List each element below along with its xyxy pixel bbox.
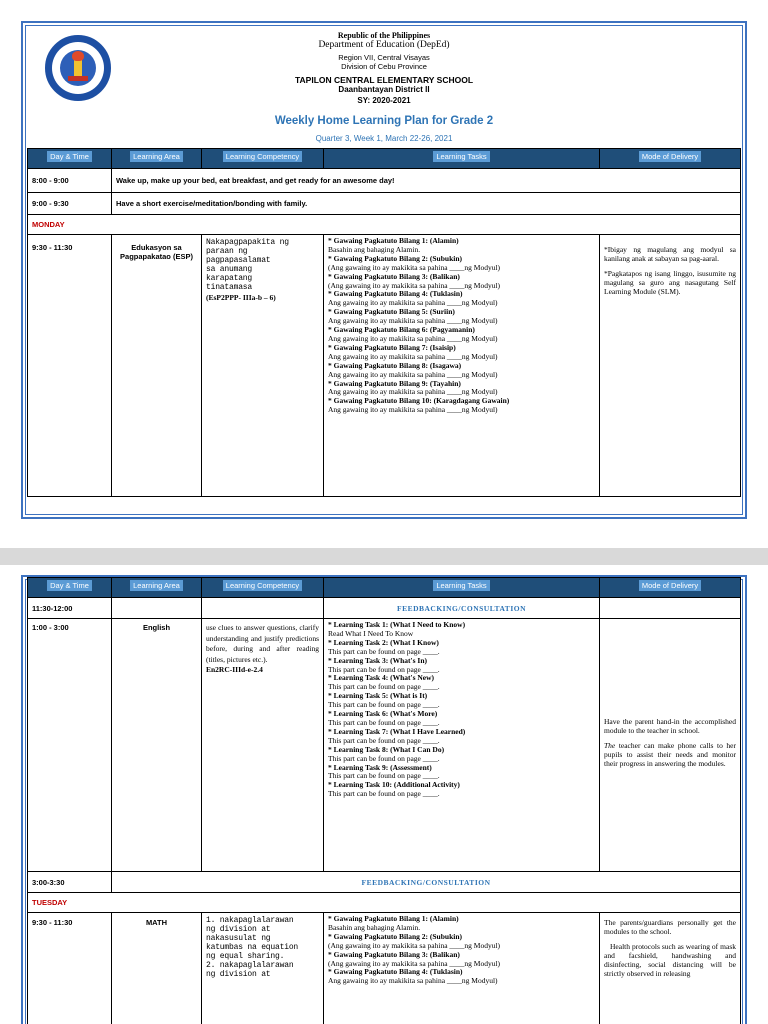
column-header: Learning Competency [202, 578, 324, 598]
column-header: Day & Time [28, 578, 112, 598]
day-row [28, 215, 741, 235]
competency-cell: use clues to answer questions, clarify understanding and justify predictions before, during and after reading (titles, pictures etc.). En2RC-IIId-e-2.4 [202, 619, 324, 872]
mode-of-delivery-cell: The parents/guardians personally get the modules to the school. Health protocols such as wearing of mask and facshield, handwashing and disinfecting, social distancing will be strictly observed in releasing [600, 913, 741, 1024]
table-row [28, 169, 741, 193]
header-country: Republic of the Philippines [337, 31, 431, 40]
table-row [28, 235, 741, 497]
activity-cell: Have a short exercise/meditation/bonding with family. [112, 193, 741, 215]
table-row [28, 619, 741, 872]
column-header: Learning Area [112, 578, 202, 598]
mode-of-delivery-cell: Have the parent hand-in the accomplished module to the teacher in school. The teacher can make phone calls to her pupils to assist their needs and monitor their progress in answering the modules. [600, 619, 741, 872]
table-row [28, 913, 741, 1024]
day-row [28, 893, 741, 913]
feedbacking-label: FEEDBACKING/CONSULTATION [112, 872, 741, 893]
page-subtitle: Quarter 3, Week 1, March 22-26, 2021 [315, 134, 453, 143]
time-cell: 8:00 - 9:00 [28, 169, 112, 193]
time-cell: 9:30 - 11:30 [28, 235, 112, 497]
competency-cell: Nakapagpapakita ng paraan ng pagpapasalamat sa anumang karapatang tinatamasa (EsP2PPP- IIIa-b – 6) [202, 235, 324, 497]
time-cell: 3:00-3:30 [28, 872, 112, 893]
mode-of-delivery-cell: *Ibigay ng magulang ang modyul sa kanilang anak at sabayan sa pag-aaral. *Pagkatapos ng isang linggo, isusumite ng magulang sa guro ang nasagutang Self Learning Module (SLM). [600, 235, 741, 497]
competency-code: (EsP2PPP- IIIa-b – 6) [206, 293, 276, 302]
page-title: Weekly Home Learning Plan for Grade 2 [274, 115, 494, 127]
header-division: Division of Cebu Province [341, 62, 427, 71]
learning-plan-table [27, 577, 741, 1024]
column-header: Mode of Delivery [600, 149, 741, 169]
competency-cell: 1. nakapaglalarawan ng division at nakasusulat ng katumbas na equation ng equal sharing. 2. nakapaglalarawan ng division at [202, 913, 324, 1024]
column-header: Learning Tasks [324, 578, 600, 598]
table-header-row [28, 578, 741, 598]
table-row [28, 193, 741, 215]
column-header: Learning Area [112, 149, 202, 169]
column-header: Mode of Delivery [600, 578, 741, 598]
learning-tasks-cell: * Gawaing Pagkatuto Bilang 1: (Alamin) Basahin ang bahaging Alamin. * Gawaing Pagkatuto Bilang 2: (Subukin) (Ang gawaing ito ay makikita sa pahina ____ng Modyul) * Gawaing Pagkatuto Bilang 3: (Balikan) (Ang gawaing ito ay makikita sa pahina ____ng Modyul) * Gawaing Pagkatuto Bilang 4: (Tuklasin) Ang gawaing ito ay makikita sa pahina ____ng Modyul) * Gawaing Pagkatuto Bilang 5: (Suriin) Ang gawaing ito ay makikita sa pahina ____ng Modyul) * Gawaing Pagkatuto Bilang 6: (Pagyamanin) Ang gawaing ito ay makikita sa pahina ____ng Modyul) * Gawaing Pagkatuto Bilang 7: (Isaisip) Ang gawaing ito ay makikita sa pahina ____ng Modyul) * Gawaing Pagkatuto Bilang 8: (Isagawa) Ang gawaing ito ay makikita sa pahina ____ng Modyul) * Gawaing Pagkatuto Bilang 9: (Tayahin) Ang gawaing ito ay makikita sa pahina ____ng Modyul) * Gawaing Pagkatuto Bilang 10: (Karagdagang Gawain) Ang gawaing ito ay makikita sa pahina ____ng Modyul) [324, 235, 600, 497]
learning-area-cell: MATH [112, 913, 202, 1024]
column-header: Learning Tasks [324, 149, 600, 169]
time-cell: 1:00 - 3:00 [28, 619, 112, 872]
day-label: MONDAY [28, 215, 741, 235]
time-cell: 9:00 - 9:30 [28, 193, 112, 215]
table-header-row [28, 149, 741, 169]
table-row [28, 872, 741, 893]
header-district: Daanbantayan District II [338, 85, 430, 94]
day-label: TUESDAY [28, 893, 741, 913]
header-school-year: SY: 2020-2021 [357, 96, 411, 105]
document-page-2 [0, 565, 768, 1024]
header-region: Region VII, Central Visayas [338, 53, 430, 62]
time-cell: 11:30-12:00 [28, 598, 112, 619]
learning-area-cell: English [112, 619, 202, 872]
column-header: Learning Competency [202, 149, 324, 169]
header-department: Department of Education (DepEd) [318, 40, 450, 50]
column-header: Day & Time [28, 149, 112, 169]
learning-plan-table [27, 148, 741, 497]
learning-tasks-cell: * Gawaing Pagkatuto Bilang 1: (Alamin) Basahin ang bahaging Alamin. * Gawaing Pagkatuto Bilang 2: (Subukin) (Ang gawaing ito ay makikita sa pahina ____ng Modyul) * Gawaing Pagkatuto Bilang 3: (Balikan) (Ang gawaing ito ay makikita sa pahina ____ng Modyul) * Gawaing Pagkatuto Bilang 4: (Tuklasin) Ang gawaing ito ay makikita sa pahina ____ng Modyul) [324, 913, 600, 1024]
activity-cell: Wake up, make up your bed, eat breakfast, and get ready for an awesome day! [112, 169, 741, 193]
competency-code: En2RC-IIId-e-2.4 [206, 665, 263, 674]
feedbacking-label: FEEDBACKING/CONSULTATION [324, 598, 600, 619]
learning-area-cell: Edukasyon sa Pagpapakatao (ESP) [112, 235, 202, 497]
table-row [28, 598, 741, 619]
time-cell: 9:30 - 11:30 [28, 913, 112, 1024]
learning-tasks-cell: * Learning Task 1: (What I Need to Know) Read What I Need To Know * Learning Task 2: (What I Know) This part can be found on page ____. * Learning Task 3: (What's In) This part can be found on page ____. * Learning Task 4: (What's New) This part can be found on page ____. * Learning Task 5: (What is It) This part can be found on page ____. * Learning Task 6: (What's More) This part can be found on page ____. * Learning Task 7: (What I Have Learned) This part can be found on page ____. * Learning Task 8: (What I Can Do) This part can be found on page ____. * Learning Task 9: (Assessment) This part can be found on page ____. * Learning Task 10: (Additional Activity) This part can be found on page ____. [324, 619, 600, 872]
header-school: TAPILON CENTRAL ELEMENTARY SCHOOL [294, 75, 474, 85]
